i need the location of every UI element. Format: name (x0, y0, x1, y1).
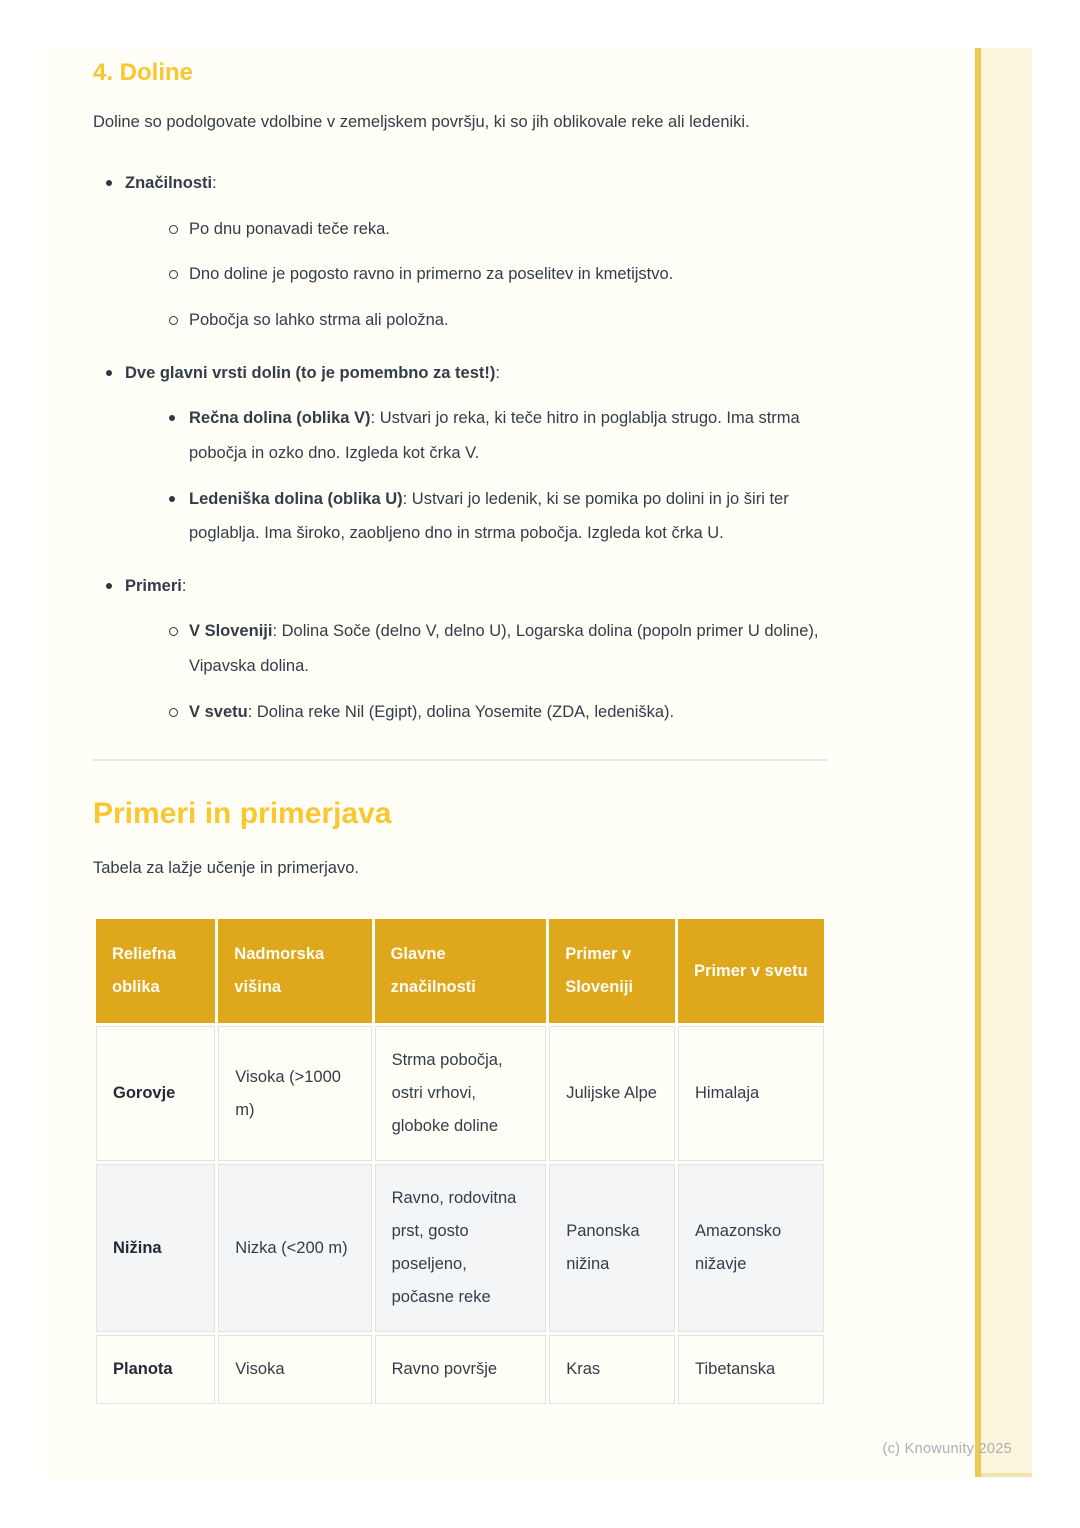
table-cell: Amazonsko nižavje (678, 1164, 824, 1332)
table-cell: Kras (549, 1335, 675, 1404)
example-scope: V svetu (189, 702, 248, 721)
table-row (96, 1026, 824, 1161)
list-item (125, 695, 827, 730)
table-cell: Planota (96, 1335, 215, 1404)
valley-types-label-suffix: : (495, 363, 500, 382)
table-cell: Julijske Alpe (549, 1026, 675, 1161)
section-heading-doline: 4. Doline (93, 59, 194, 86)
table-cell: Panonska nižina (549, 1164, 675, 1332)
table-cell: Ravno, rodovitna prst, gosto poseljeno, počasne reke (375, 1164, 547, 1332)
section-divider (93, 759, 827, 761)
page-edge-band (981, 48, 1032, 1477)
valley-type-description: : Ustvari jo reka, ki teče hitro in poglablja strugo. Ima strma pobočja in ozko dno. Izgleda kot črka V. (189, 409, 800, 462)
example-text: : Dolina reke Nil (Egipt), dolina Yosemite (ZDA, ledeniška). (247, 702, 675, 721)
table-cell: Visoka (218, 1335, 371, 1404)
table-cell: Gorovje (96, 1026, 215, 1161)
table-cell: Ravno površje (375, 1335, 547, 1404)
table-row (96, 1335, 824, 1404)
list-group-valley-types (93, 356, 827, 551)
table-header-cell: Primer v svetu (678, 919, 824, 1023)
doline-list (93, 166, 827, 729)
table-cell: Tibetanska (678, 1335, 824, 1404)
list-group-examples (93, 569, 827, 730)
table-header-cell: Glavne značilnosti (375, 919, 547, 1023)
table-cell: Himalaja (678, 1026, 824, 1161)
list-item (125, 482, 827, 551)
example-scope: V Sloveniji (189, 622, 273, 641)
list-item: Po dnu ponavadi teče reka. (125, 212, 827, 247)
table-cell: Nizka (<200 m) (218, 1164, 371, 1332)
document-page (45, 48, 1032, 1477)
page-edge-stripe (975, 48, 981, 1477)
features-label-suffix: : (212, 174, 217, 193)
comparison-table (93, 916, 827, 1407)
list-item: Dno doline je pogosto ravno in primerno za poselitev in kmetijstvo. (125, 257, 827, 292)
list-item (125, 614, 827, 683)
table-header-cell: Nadmorska višina (218, 919, 371, 1023)
features-label: Značilnosti (125, 174, 213, 193)
section-heading-comparison: Primeri in primerjava (93, 797, 392, 831)
example-text: : Dolina Soče (delno V, delno U), Logarska dolina (popoln primer U doline), Vipavska dolina. (189, 622, 819, 676)
table-cell: Strma pobočja, ostri vrhovi, globoke doline (375, 1026, 547, 1161)
valley-type-description: : Ustvari jo ledenik, ki se pomika po dolini in jo širi ter poglablja. Ima široko, zaobljeno dno in strma pobočja. Izgleda kot črka U. (189, 489, 789, 543)
table-header-cell: Primer v Sloveniji (549, 919, 675, 1023)
list-item (125, 401, 827, 470)
table-row (96, 1164, 824, 1332)
comparison-intro: Tabela za lažje učenje in primerjavo. (93, 859, 359, 878)
table-header-row (96, 919, 824, 1023)
list-item: Pobočja so lahko strma ali položna. (125, 303, 827, 338)
list-group-features (93, 166, 827, 338)
table-header-cell: Reliefna oblika (96, 919, 215, 1023)
table-cell: Nižina (96, 1164, 215, 1332)
valley-type-name: Ledeniška dolina (oblika U) (189, 489, 403, 508)
examples-label-suffix: : (181, 576, 187, 595)
examples-label: Primeri (125, 576, 182, 595)
page-content (93, 48, 827, 1407)
valley-types-label: Dve glavni vrsti dolin (to je pomembno za test!) (125, 363, 496, 382)
watermark: (c) Knowunity 2025 (882, 1441, 1012, 1457)
doline-intro: Doline so podolgovate vdolbine v zemeljskem površju, ki so jih oblikovale reke ali ledeniki. (93, 113, 750, 132)
table-cell: Visoka (>1000 m) (218, 1026, 371, 1161)
valley-type-name: Rečna dolina (oblika V) (189, 409, 371, 428)
